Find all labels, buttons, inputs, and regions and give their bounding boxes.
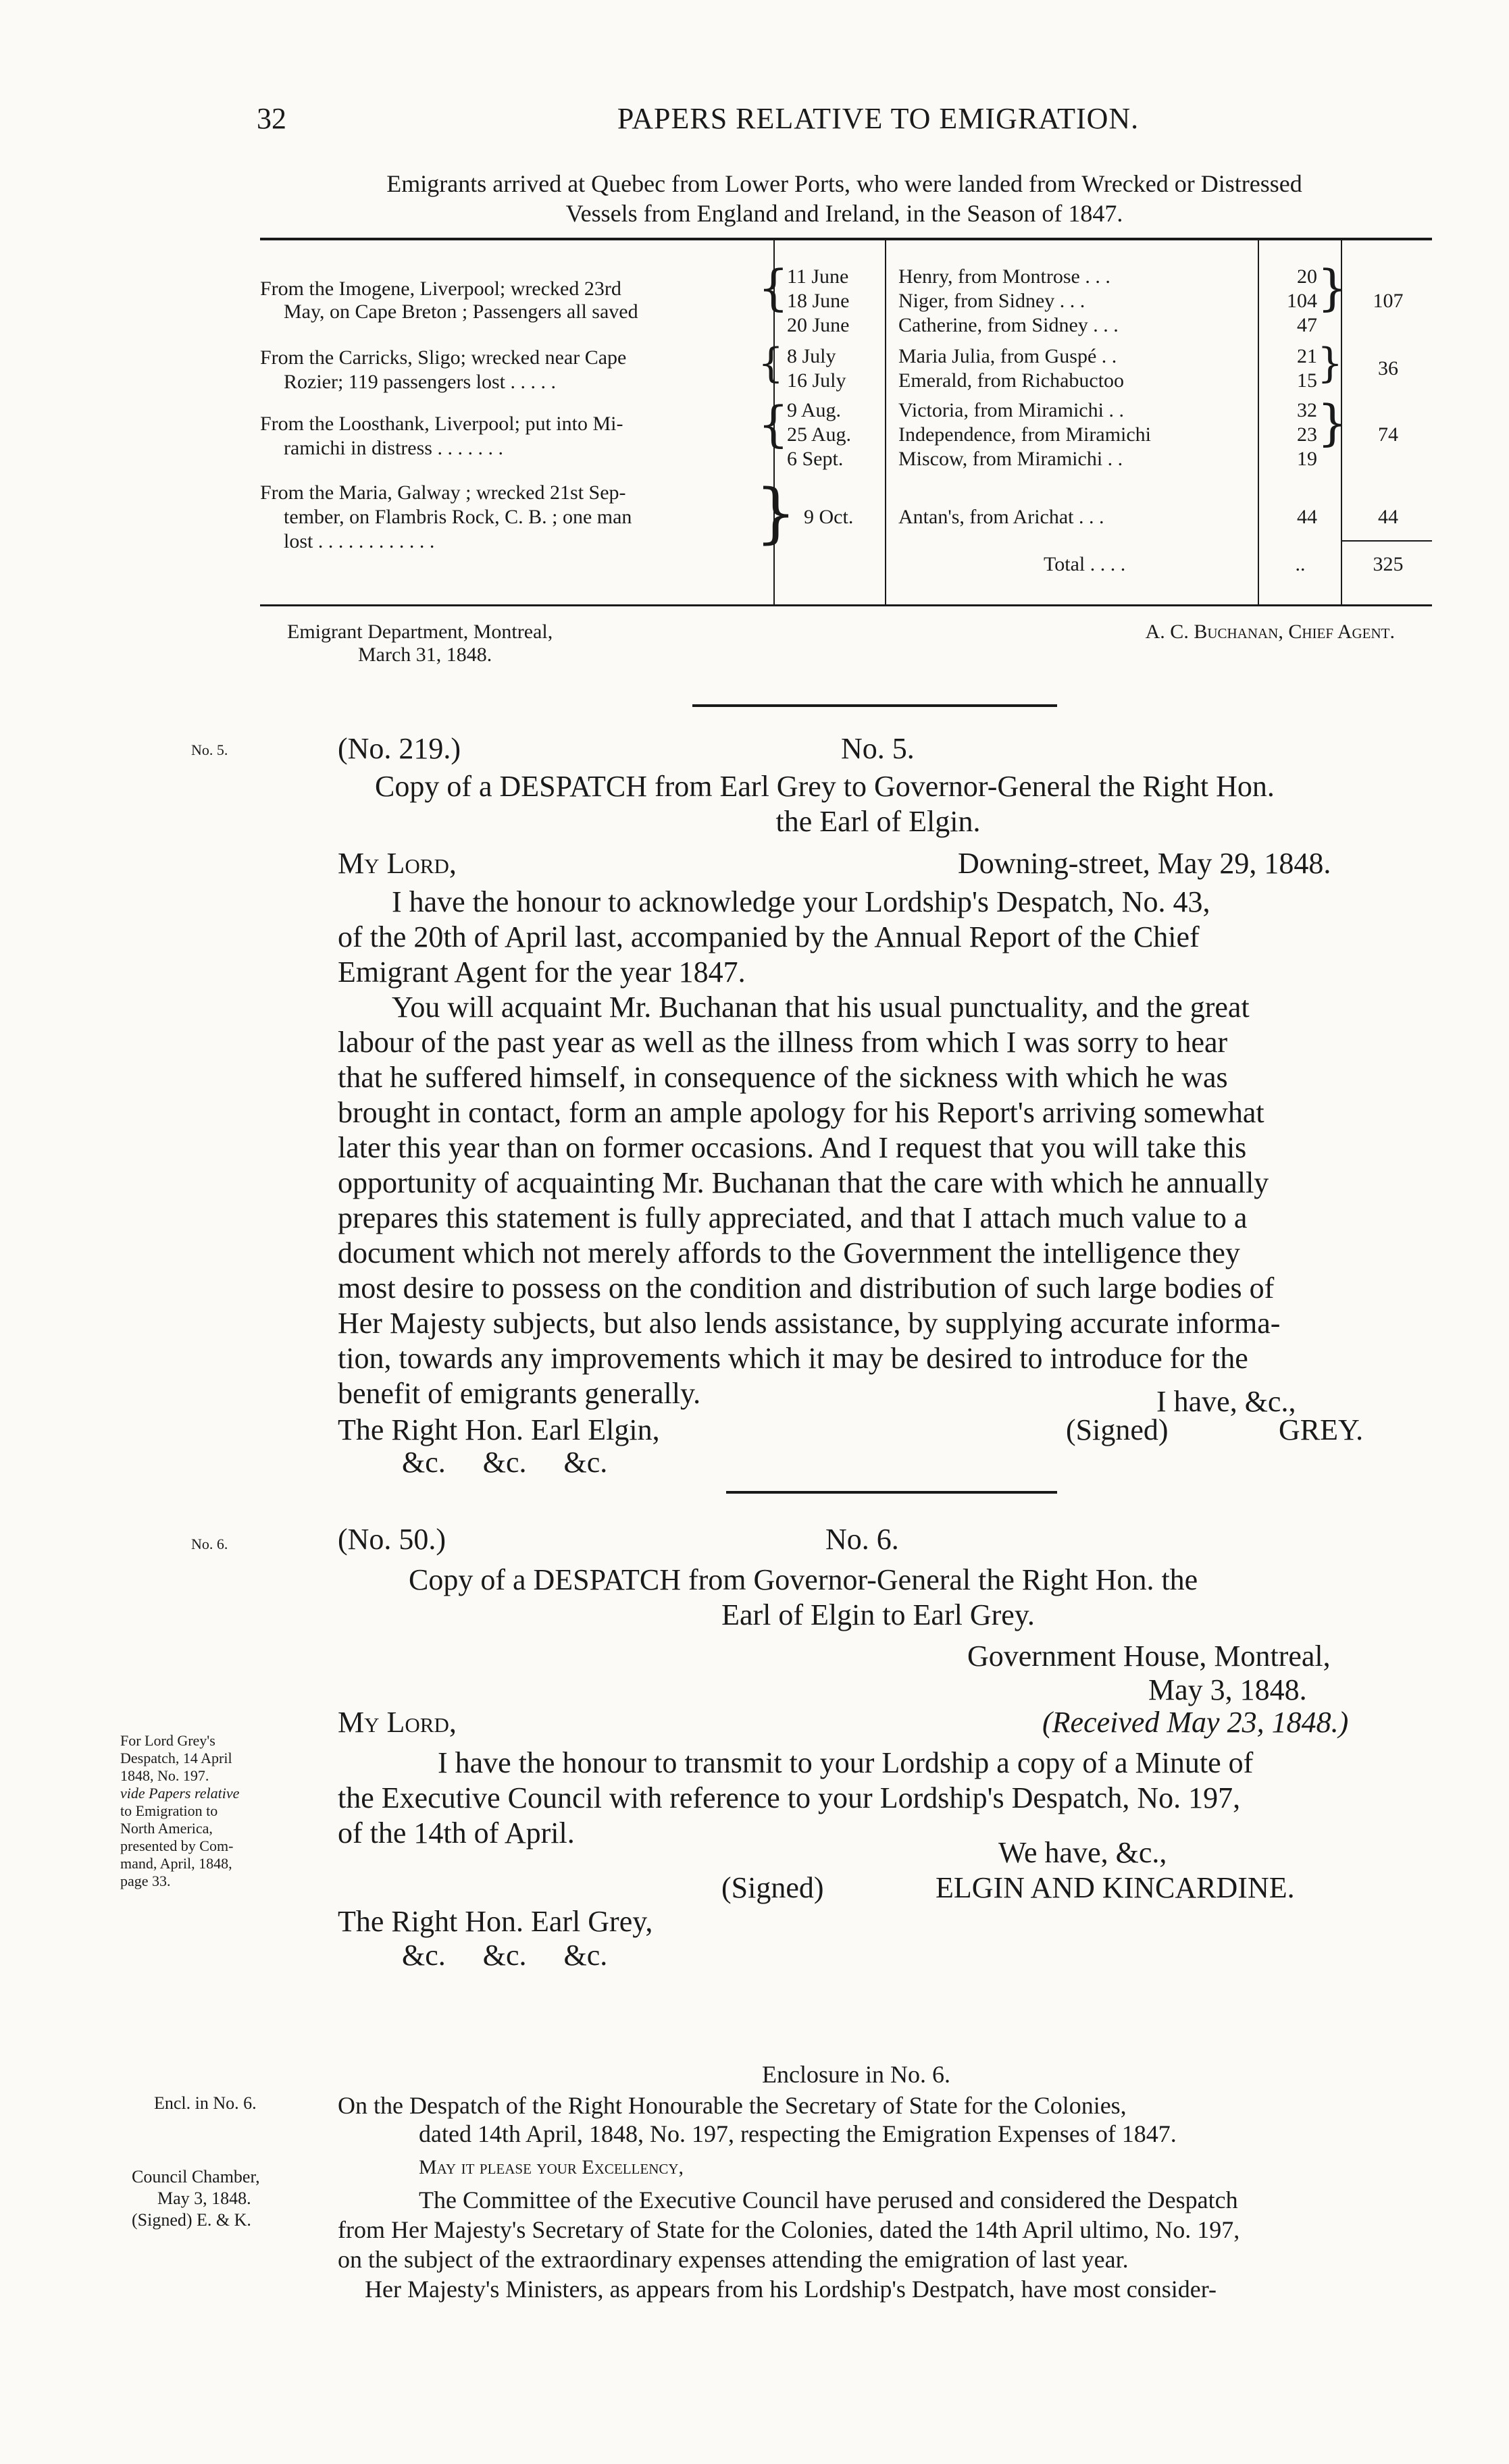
salutation: My Lord, (338, 847, 457, 880)
address-line: May it please your Excellency, (419, 2156, 684, 2178)
place-date: Downing-street, May 29, 1848. (958, 847, 1331, 880)
running-title: PAPERS RELATIVE TO EMIGRATION. (617, 102, 1140, 135)
text-line: that he suffered himself, in consequence of the sickness with which he was (338, 1061, 1228, 1094)
salutation: My Lord, (338, 1706, 457, 1739)
group-total: 107 (1373, 290, 1404, 312)
row-date: 9 Aug. (787, 399, 842, 421)
group-total: 74 (1378, 423, 1398, 446)
page-number: 32 (257, 102, 286, 135)
table-col-divider (885, 240, 886, 604)
group-desc: From the Maria, Galway ; wrecked 21st Sep- (260, 481, 626, 504)
brace: { (758, 259, 789, 316)
enclosure-paragraph-1 (338, 2185, 1435, 2274)
despatch-paragraph-2 (338, 990, 1418, 1411)
table-caption-line-2: Vessels from England and Ireland, in the Season of 1847. (565, 200, 1123, 227)
despatch-paragraph-1 (338, 885, 1418, 990)
brace: } (1317, 340, 1344, 387)
text-line: presented by Com- (120, 1837, 234, 1854)
row-vessel: Catherine, from Sidney . . . (898, 314, 1119, 336)
row-vessel: Miscow, from Miramichi . . (898, 448, 1123, 470)
row-date: 20 June (787, 314, 850, 336)
margin-encl: Encl. in No. 6. (154, 2093, 257, 2113)
text-line: labour of the past year as well as the illness from which I was sorry to hear (338, 1026, 1228, 1059)
grand-total: 325 (1373, 553, 1404, 575)
date: May 3, 1848. (1148, 1673, 1307, 1706)
addressee: The Right Hon. Earl Grey, (338, 1905, 653, 1938)
group-desc: From the Imogene, Liverpool; wrecked 23rd (260, 278, 621, 300)
text-line: Emigrant Agent for the year 1847. (338, 955, 746, 989)
text-line: opportunity of acquainting Mr. Buchanan that the care with which he annually (338, 1166, 1269, 1199)
total-rule (1341, 540, 1432, 542)
row-vessel: Victoria, from Miramichi . . (898, 399, 1124, 421)
row-count: 20 (1297, 265, 1317, 288)
row-count: 15 (1297, 369, 1317, 392)
addressee: The Right Hon. Earl Elgin, (338, 1413, 660, 1446)
row-vessel: Independence, from Miramichi (898, 423, 1152, 446)
margin-council (132, 2166, 334, 2231)
group-desc: May, on Cape Breton ; Passengers all saved (284, 300, 638, 323)
margin-no-5: No. 5. (191, 741, 228, 758)
group-desc: ramichi in distress . . . . . . . (284, 437, 503, 459)
enclosure-paragraph-2: Her Majesty's Ministers, as appears from his Lordship's Destpatch, have most consider- (365, 2276, 1217, 2303)
row-vessel: Maria Julia, from Guspé . . (898, 345, 1117, 367)
row-date: 16 July (787, 369, 846, 392)
text-line: For Lord Grey's (120, 1732, 215, 1749)
row-vessel: Antan's, from Arichat . . . (898, 506, 1104, 528)
despatch-ref: (No. 219.) (338, 732, 461, 765)
text-line: brought in contact, form an ample apology for his Report's arriving somewhat (338, 1096, 1264, 1129)
row-date: 9 Oct. (804, 506, 854, 528)
row-count: 23 (1297, 423, 1317, 446)
text-line: of the 20th of April last, accompanied by the Annual Report of the Chief (338, 920, 1200, 953)
despatch-title-line-1: Copy of a DESPATCH from Governor-General the Right Hon. the (409, 1563, 1198, 1596)
despatch-number: No. 6. (825, 1523, 899, 1556)
enclosure-line-1: On the Despatch of the Right Honourable the Secretary of State for the Colonies, (338, 2092, 1127, 2119)
margin-note (120, 1732, 323, 1890)
table-top-rule (260, 238, 1432, 240)
brace: { (758, 340, 784, 387)
group-total: 44 (1378, 506, 1398, 528)
closing: We have, &c., (998, 1836, 1167, 1869)
row-count: 19 (1297, 448, 1317, 470)
text-line: Despatch, 14 April (120, 1750, 232, 1766)
place: Government House, Montreal, (967, 1640, 1331, 1673)
section-rule (726, 1491, 1057, 1494)
text-line: Her Majesty subjects, but also lends assistance, by supplying accurate informa- (338, 1307, 1281, 1340)
row-count: 104 (1287, 290, 1317, 312)
enclosure-heading: Enclosure in No. 6. (762, 2061, 950, 2088)
text-line: on the subject of the extraordinary expenses attending the emigration of last year. (338, 2246, 1129, 2273)
row-count: 47 (1297, 314, 1317, 336)
text-line: from Her Majesty's Secretary of State for the Colonies, dated the 14th April ultimo, No. 197, (338, 2216, 1240, 2243)
text-line: benefit of emigrants generally. (338, 1377, 701, 1410)
table-footer-signature: A. C. Buchanan, Chief Agent. (1145, 621, 1395, 643)
text-line: The Committee of the Executive Council have perused and considered the Despatch (419, 2186, 1238, 2213)
text-line: page 33. (120, 1872, 171, 1889)
text-line: North America, (120, 1820, 213, 1837)
brace: { (758, 396, 789, 452)
total-label: Total . . . . (1044, 553, 1126, 575)
total-dots: .. (1295, 553, 1306, 575)
row-date: 6 Sept. (787, 448, 844, 470)
signed-label: (Signed) (721, 1871, 824, 1904)
row-vessel: Niger, from Sidney . . . (898, 290, 1085, 312)
margin-no-6: No. 6. (191, 1536, 228, 1552)
text-line: May 3, 1848. (157, 2188, 251, 2208)
signature: ELGIN AND KINCARDINE. (936, 1871, 1295, 1904)
group-desc: From the Carricks, Sligo; wrecked near Cape (260, 346, 627, 369)
row-date: 11 June (787, 265, 849, 288)
closing: I have, &c., (1156, 1385, 1296, 1418)
row-count: 21 (1297, 345, 1317, 367)
group-desc: From the Loosthank, Liverpool; put into Mi- (260, 413, 623, 435)
text-line: vide Papers relative (120, 1785, 240, 1802)
group-desc: lost . . . . . . . . . . . . (284, 530, 435, 552)
row-date: 18 June (787, 290, 850, 312)
text-line: prepares this statement is fully appreciated, and that I attach much value to a (338, 1201, 1248, 1234)
etc-line: &c. &c. &c. (402, 1446, 608, 1479)
text-line: Council Chamber, (132, 2167, 260, 2186)
table-footer-dept: Emigrant Department, Montreal, (287, 621, 553, 643)
text-line: document which not merely affords to the Government the intelligence they (338, 1236, 1240, 1269)
text-line: the Executive Council with reference to your Lordship's Despatch, No. 197, (338, 1781, 1241, 1814)
despatch-title-line-1: Copy of a DESPATCH from Earl Grey to Governor-General the Right Hon. (375, 770, 1275, 803)
signed-label: (Signed) (1066, 1413, 1169, 1446)
text-line: I have the honour to transmit to your Lordship a copy of a Minute of (438, 1746, 1254, 1779)
despatch-body (338, 1746, 1418, 1851)
text-line: tion, towards any improvements which it may be desired to introduce for the (338, 1342, 1248, 1375)
group-total: 36 (1378, 357, 1398, 379)
text-line: (Signed) E. & K. (132, 2210, 251, 2230)
text-line: later this year than on former occasions. And I request that you will take this (338, 1131, 1247, 1164)
section-rule (692, 704, 1057, 707)
group-desc: tember, on Flambris Rock, C. B. ; one man (284, 506, 632, 528)
received-date: (Received May 23, 1848.) (1042, 1706, 1349, 1739)
row-count: 44 (1297, 506, 1317, 528)
etc-line: &c. &c. &c. (402, 1939, 608, 1972)
row-date: 25 Aug. (787, 423, 852, 446)
text-line: mand, April, 1848, (120, 1855, 232, 1872)
row-date: 8 July (787, 345, 836, 367)
row-count: 32 (1297, 399, 1317, 421)
text-line: 1848, No. 197. (120, 1767, 209, 1784)
brace: } (1317, 259, 1348, 316)
text-line: I have the honour to acknowledge your Lordship's Despatch, No. 43, (392, 885, 1210, 918)
despatch-ref: (No. 50.) (338, 1523, 446, 1556)
signature: GREY. (1279, 1413, 1364, 1446)
group-desc: Rozier; 119 passengers lost . . . . . (284, 371, 556, 393)
text-line: You will acquaint Mr. Buchanan that his usual punctuality, and the great (392, 991, 1250, 1024)
enclosure-line-2: dated 14th April, 1848, No. 197, respecting the Emigration Expenses of 1847. (419, 2120, 1177, 2147)
despatch-title-line-2: the Earl of Elgin. (775, 805, 981, 838)
brace: } (1317, 394, 1348, 451)
text-line: of the 14th of April. (338, 1816, 575, 1850)
despatch-title-line-2: Earl of Elgin to Earl Grey. (721, 1598, 1035, 1631)
table-caption-line-1: Emigrants arrived at Quebec from Lower Ports, who were landed from Wrecked or Distressed (386, 170, 1302, 197)
row-vessel: Emerald, from Richabuctoo (898, 369, 1125, 392)
table-footer-date: March 31, 1848. (358, 644, 492, 666)
table-bottom-rule (260, 604, 1432, 606)
despatch-number: No. 5. (841, 732, 915, 765)
text-line: to Emigration to (120, 1802, 218, 1819)
row-vessel: Henry, from Montrose . . . (898, 265, 1110, 288)
table-col-divider (1258, 240, 1259, 604)
text-line: most desire to possess on the condition and distribution of such large bodies of (338, 1272, 1275, 1305)
brace: } (755, 475, 797, 551)
